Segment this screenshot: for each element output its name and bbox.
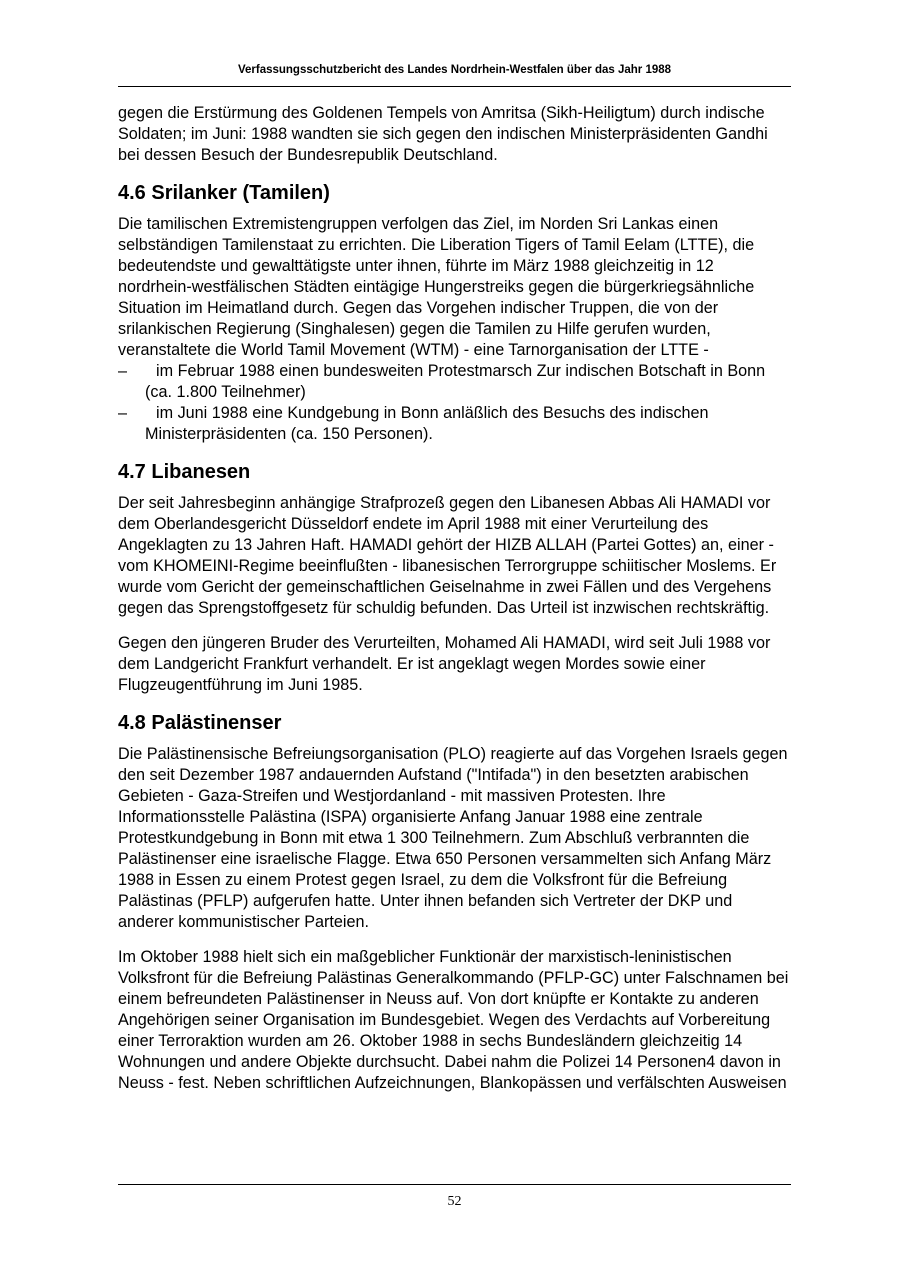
list-item [118, 361, 791, 403]
header-rule [118, 86, 791, 87]
section-heading: 4.6 Srilanker (Tamilen) [118, 182, 330, 204]
bullet-text: im Februar 1988 einen bundesweiten Protestmarsch Zur indischen Botschaft in Bonn (ca. 1.800 Teilnehmer) [145, 362, 766, 401]
section-srilanker [118, 180, 791, 445]
body-paragraph: Die tamilischen Extremistengruppen verfolgen das Ziel, im Norden Sri Lankas einen selbständigen Tamilenstaat zu errichten. Die Liberation Tigers of Tamil Eelam (LTTE), die bedeutendste und gewalttätigste unter ihnen, führte im März 1988 gleichzeitig in 12 nordrhein-westfälischen Städten eintägige Hungerstreiks gegen die bürgerkriegsähnliche Situation im Heimatland durch. Gegen das Vorgehen indischer Truppen, die von der srilankischen Regierung (Singhalesen) gegen die Tamilen zu Hilfe gerufen wurden, veranstaltete die World Tamil Movement (WTM) - eine Tarnorganisation der LTTE - [118, 215, 755, 359]
footer-rule [118, 1184, 791, 1185]
section-libanesen [118, 459, 791, 696]
body-paragraph: Im Oktober 1988 hielt sich ein maßgeblicher Funktionär der marxistisch-leninistischen Volksfront für die Befreiung Palästinas Generalkommando (PFLP-GC) unter Falschnamen bei einem befreundeten Palästinenser in Neuss auf. Von dort knüpfte er Kontakte zu anderen Angehörigen seiner Organisation im Bundesgebiet. Wegen des Verdachts auf Vorbereitung einer Terroraktion wurden am 26. Oktober 1988 in sechs Bundesländern gleichzeitig 14 Wohnungen und andere Objekte durchsucht. Dabei nahm die Polizei 14 Personen4 davon in Neuss - fest. Neben schriftlichen Aufzeichnungen, Blankopässen und verfälschten Ausweisen [118, 948, 789, 1092]
bullet-text: im Juni 1988 eine Kundgebung in Bonn anläßlich des Besuchs des indischen Ministerpräsidenten (ca. 150 Personen). [145, 404, 709, 443]
paragraph-spacer [118, 933, 791, 947]
section-heading: 4.8 Palästinenser [118, 712, 282, 734]
intro-paragraph: gegen die Erstürmung des Goldenen Tempels von Amritsa (Sikh-Heiligtum) durch indische Soldaten; im Juni: 1988 wandten sie sich gegen den indischen Ministerpräsidenten Gandhi bei dessen Besuch der Bundesrepublik Deutschland. [118, 104, 768, 164]
page-number: 52 [447, 1194, 462, 1209]
page-body [118, 103, 791, 1094]
paragraph-spacer [118, 619, 791, 633]
list-item [118, 403, 791, 445]
body-paragraph: Der seit Jahresbeginn anhängige Strafprozeß gegen den Libanesen Abbas Ali HAMADI vor dem Oberlandesgericht Düsseldorf endete im April 1988 mit einer Verurteilung des Angeklagten zu 13 Jahren Haft. HAMADI gehört der HIZB ALLAH (Partei Gottes) an, einer - vom KHOMEINI-Regime beeinflußten - libanesischen Terrorgruppe schiitischer Moslems. Er wurde vom Gericht der gemeinschaftlichen Geiselnahme in zwei Fällen und des Vergehens gegen das Sprengstoffgesetz für schuldig befunden. Das Urteil ist inzwischen rechtskräftig. [118, 494, 777, 617]
section-heading: 4.7 Libanesen [118, 461, 251, 483]
body-paragraph: Gegen den jüngeren Bruder des Verurteilten, Mohamed Ali HAMADI, wird seit Juli 1988 vor dem Landgericht Frankfurt verhandelt. Er ist angeklagt wegen Mordes sowie einer Flugzeugentführung im Juni 1985. [118, 634, 771, 694]
bullet-list [118, 361, 791, 445]
bullet-dash: – [118, 362, 128, 380]
body-paragraph: Die Palästinensische Befreiungsorganisation (PLO) reagierte auf das Vorgehen Israels gegen den seit Dezember 1987 andauernden Aufstand ("Intifada") in den besetzten arabischen Gebieten - Gaza-Streifen und Westjordanland - mit massiven Protesten. Ihre Informationsstelle Palästina (ISPA) organisierte Anfang Januar 1988 eine zentrale Protestkundgebung in Bonn mit etwa 1 300 Teilnehmern. Zum Abschluß verbrannten die Palästinenser eine israelische Flagge. Etwa 650 Personen versammelten sich Anfang März 1988 in Essen zu einem Protest gegen Israel, zu dem die Volksfront für die Befreiung Palästinas (PFLP) aufgerufen hatte. Unter ihnen befanden sich Vertreter der DKP und anderer kommunistischer Parteien. [118, 745, 788, 931]
section-palaestinenser [118, 710, 791, 1094]
bullet-dash: – [118, 404, 128, 422]
running-header: Verfassungsschutzbericht des Landes Nordrhein-Westfalen über das Jahr 1988 [237, 64, 672, 76]
